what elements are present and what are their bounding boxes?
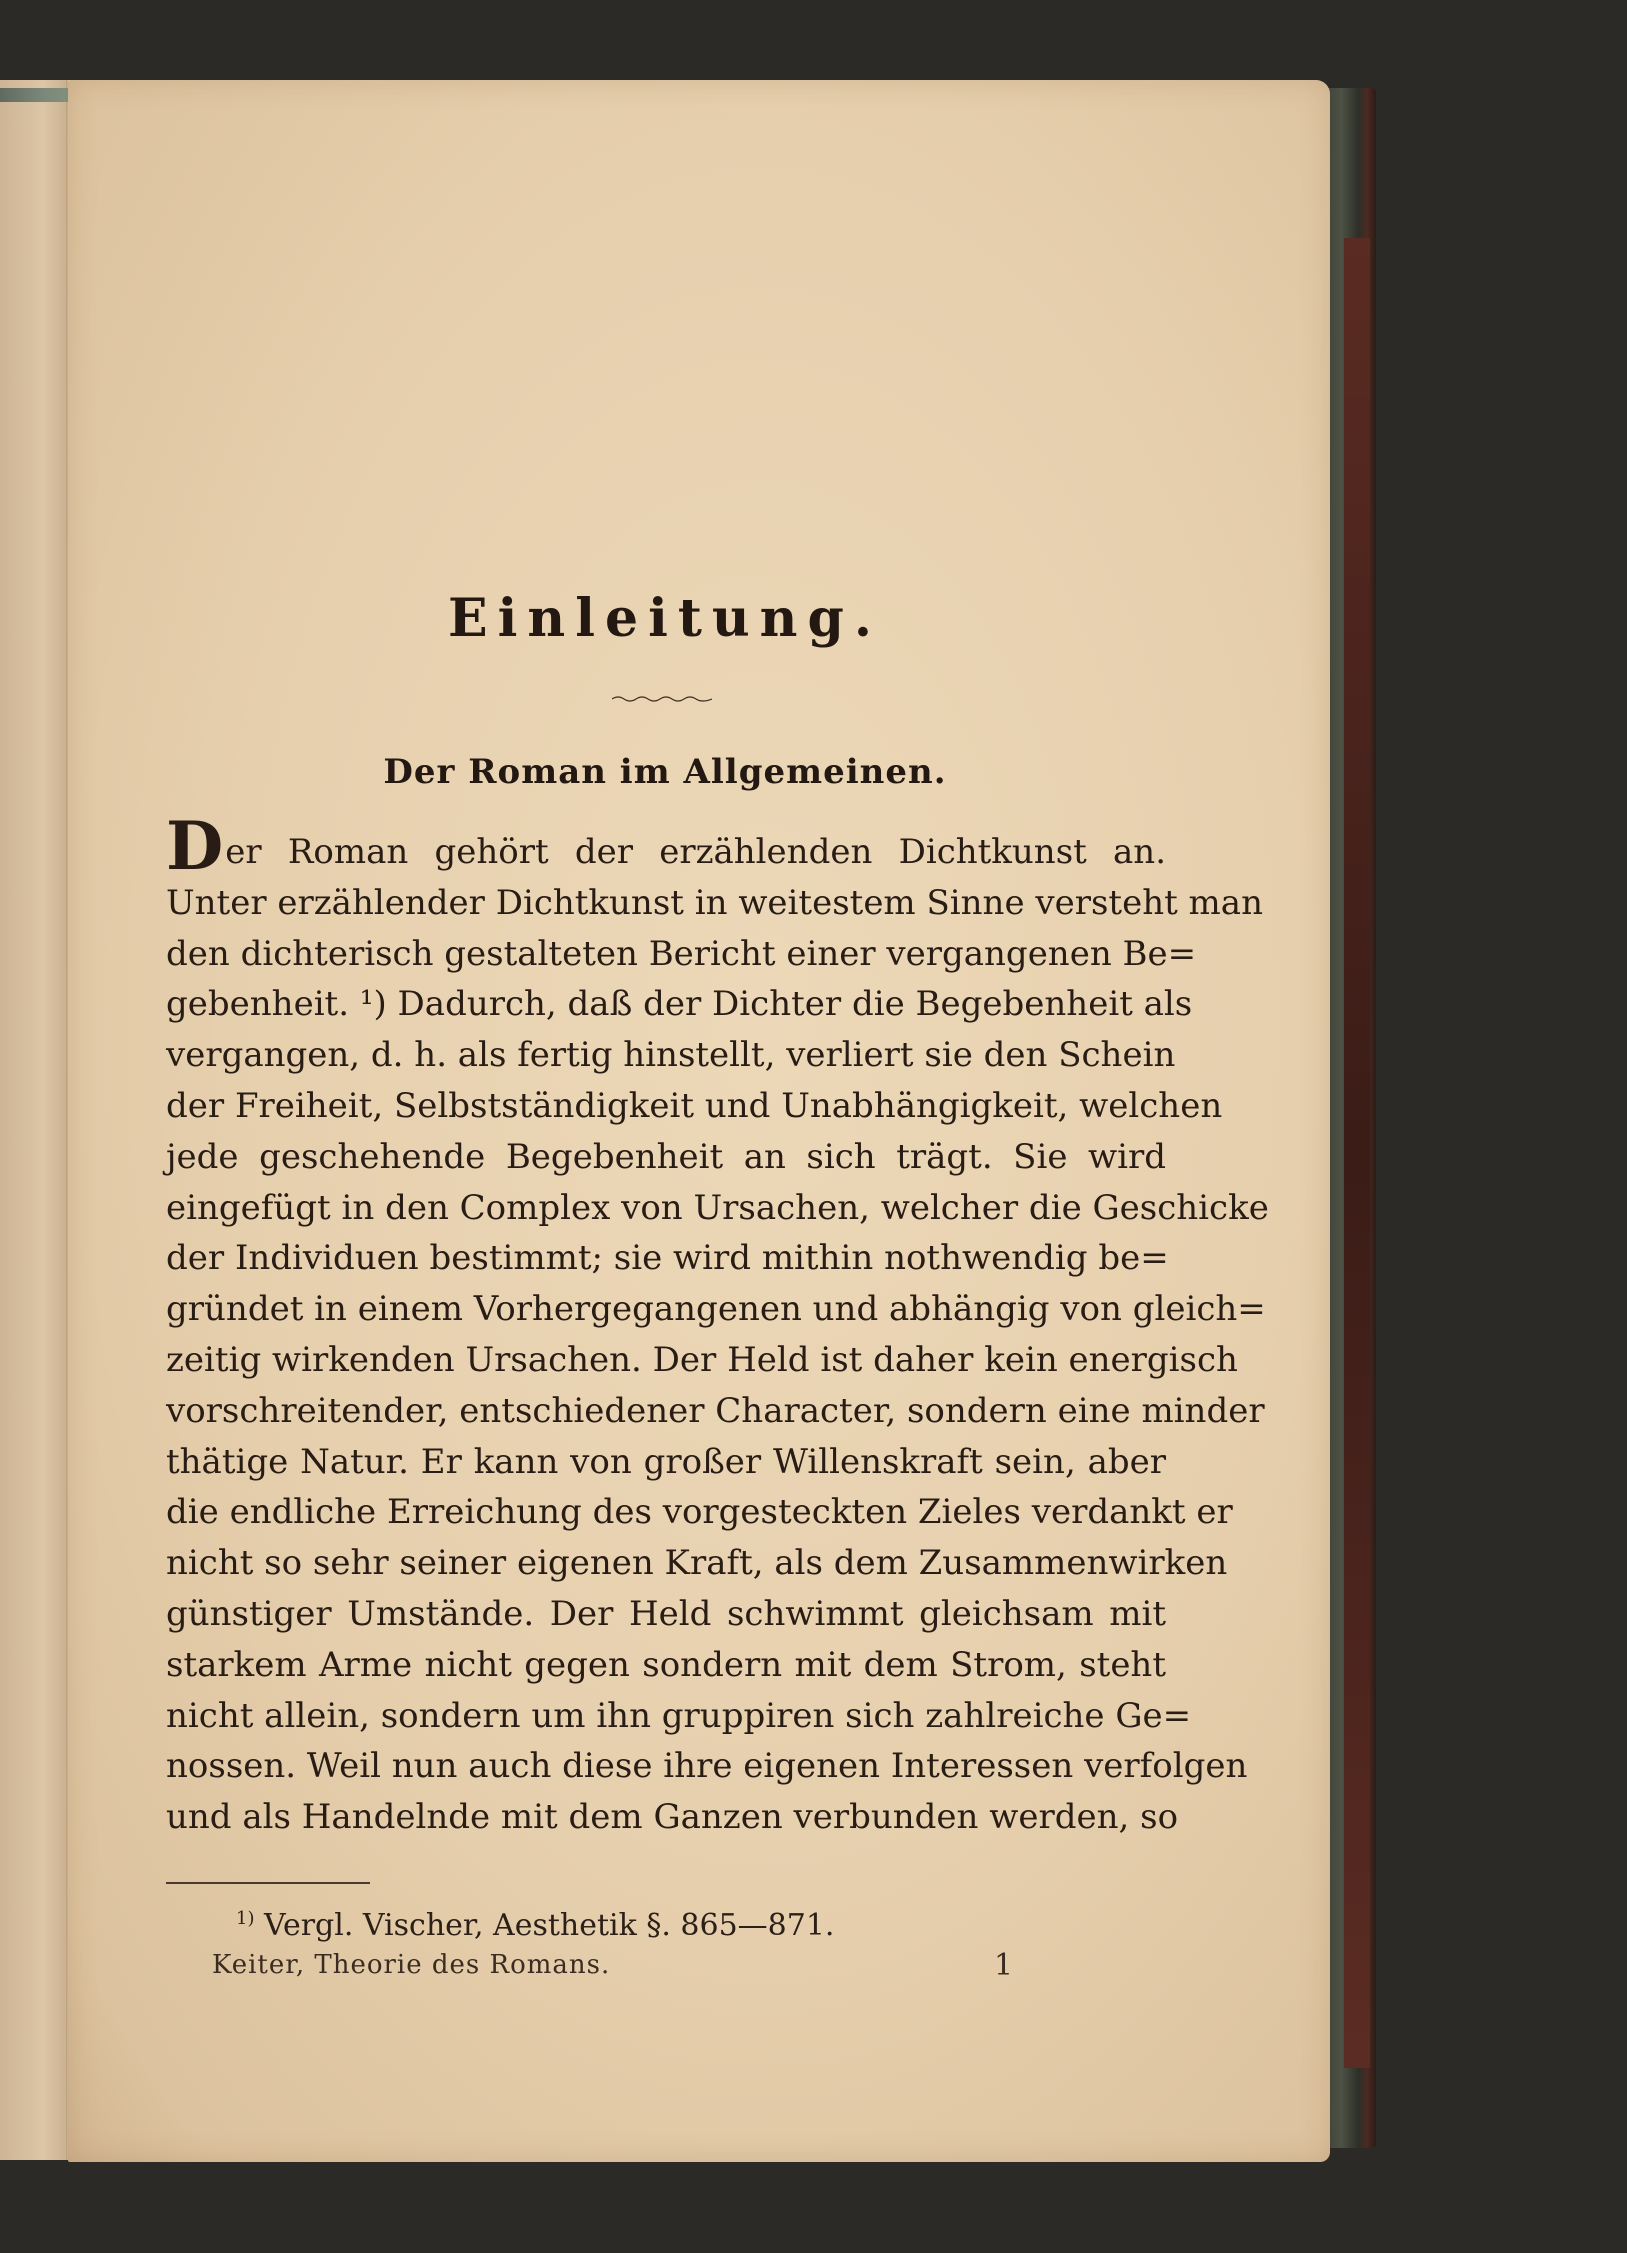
text-line: die endliche Erreichung des vorgesteckten Zieles verdankt er [166,1492,1233,1533]
signature-line: Keiter, Theorie des Romans. [212,1950,611,1980]
text-line: eingefügt in den Complex von Ursachen, welcher die Geschicke [166,1187,1269,1228]
footnote [236,1908,834,1943]
footnote-marker: 1) [236,1908,255,1929]
footnote-rule [166,1882,370,1884]
text-line: gebenheit. ¹) Dadurch, daß der Dichter die Begebenheit als [166,984,1193,1025]
chapter-title: Einleitung. [448,588,882,649]
text-line: den dichterisch gestalteten Bericht einer vergangenen Be= [166,933,1197,974]
text-line: der Individuen bestimmt; sie wird mithin nothwendig be= [166,1238,1169,1279]
text-line: Unter erzählender Dichtkunst in weitestem Sinne versteht man [166,882,1263,923]
text-line: Der Roman gehört der erzählenden Dichtkunst an. [166,807,1166,885]
text-line: nicht allein, sondern um ihn gruppiren sich zahlreiche Ge= [166,1695,1192,1736]
left-page-edge [0,80,72,2160]
text-line: günstiger Umstände. Der Held schwimmt gleichsam mit [166,1593,1166,1634]
body-paragraph [166,807,1269,1843]
drop-cap: D [166,807,224,885]
text-line: der Freiheit, Selbstständigkeit und Unabhängigkeit, welchen [166,1085,1223,1126]
text-line: gründet in einem Vorhergegangenen und abhängig von gleich= [166,1289,1266,1330]
text-line: nossen. Weil nun auch diese ihre eigenen Interessen verfolgen [166,1746,1248,1787]
section-subtitle: Der Roman im Allgemeinen. [383,752,947,792]
text-line: zeitig wirkenden Ursachen. Der Held ist daher kein energisch [166,1339,1238,1380]
text-line: vergangen, d. h. als fertig hinstellt, verliert sie den Schein [166,1035,1176,1076]
text-line: vorschreitender, entschiedener Character, sondern eine minder [166,1390,1265,1431]
title-flourish [612,694,712,704]
leather-spine [1344,238,1370,2068]
text-line: nicht so sehr seiner eigenen Kraft, als dem Zusammenwirken [166,1543,1228,1584]
text-line: und als Handelnde mit dem Ganzen verbunden werden, so [166,1797,1179,1838]
page-number: 1 [994,1948,1014,1983]
text-line: starkem Arme nicht gegen sondern mit dem Strom, steht [166,1644,1166,1685]
footnote-text: Vergl. Vischer, Aesthetik §. 865—871. [264,1908,835,1943]
text-line: jede geschehende Begebenheit an sich trägt. Sie wird [166,1136,1166,1177]
text-line: thätige Natur. Er kann von großer Willenskraft sein, aber [166,1441,1166,1482]
